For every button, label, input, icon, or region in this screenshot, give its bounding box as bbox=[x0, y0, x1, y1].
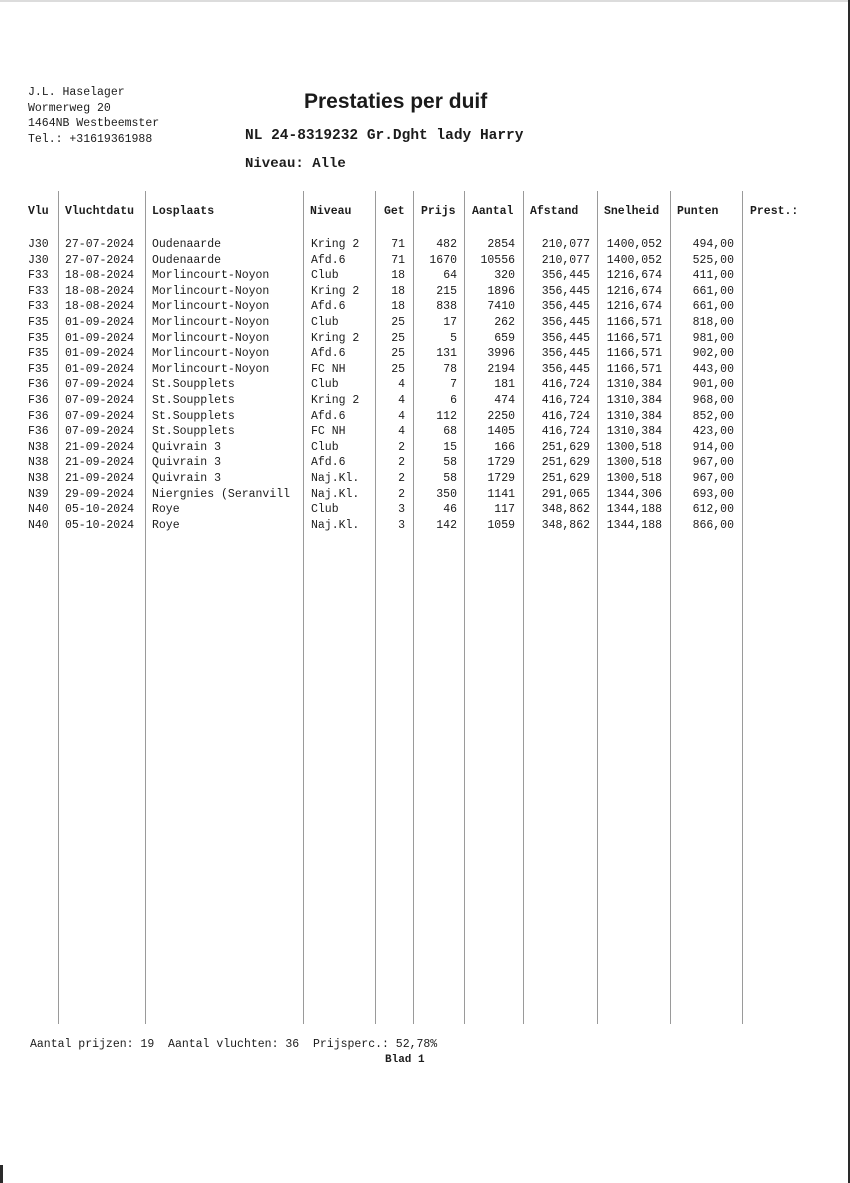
cell-afstand: 251,629 bbox=[541, 440, 590, 454]
column-divider bbox=[742, 191, 743, 1024]
cell-niveau: Kring 2 bbox=[311, 284, 360, 298]
cell-date: 18-08-2024 bbox=[65, 300, 135, 314]
cell-aantal: 1059 bbox=[487, 518, 515, 532]
cell-afstand: 416,724 bbox=[541, 378, 590, 392]
cell-punten: 411,00 bbox=[692, 269, 734, 283]
cell-punten: 852,00 bbox=[692, 409, 734, 423]
column-divider bbox=[303, 191, 304, 1024]
col-header-vluchtdatum: Vluchtdatu bbox=[65, 205, 135, 218]
col-header-get: Get bbox=[384, 205, 405, 218]
cell-punten: 693,00 bbox=[692, 487, 734, 501]
scan-edge-bottom-left bbox=[0, 1165, 3, 1183]
cell-afstand: 210,077 bbox=[541, 238, 590, 251]
cell-aantal: 262 bbox=[494, 315, 515, 329]
cell-date: 18-08-2024 bbox=[65, 269, 135, 283]
cell-prijs: 68 bbox=[443, 425, 457, 439]
col-header-prestatie: Prest.: bbox=[750, 205, 799, 218]
cell-losplaats: Morlincourt-Noyon bbox=[152, 300, 270, 314]
cell-snelheid: 1166,571 bbox=[606, 331, 662, 345]
cell-afstand: 416,724 bbox=[541, 409, 590, 423]
cell-punten: 612,00 bbox=[692, 503, 734, 517]
cell-date: 05-10-2024 bbox=[65, 503, 135, 517]
cell-losplaats: Morlincourt-Noyon bbox=[152, 362, 270, 376]
cell-aantal: 474 bbox=[494, 393, 515, 407]
cell-afstand: 416,724 bbox=[541, 425, 590, 439]
cell-get: 2 bbox=[398, 487, 405, 501]
cell-aantal: 659 bbox=[494, 331, 515, 345]
scan-edge-top bbox=[0, 0, 850, 2]
cell-vlu: F35 bbox=[28, 331, 49, 345]
cell-losplaats: St.Soupplets bbox=[152, 378, 235, 392]
cell-vlu: N38 bbox=[28, 456, 49, 470]
cell-get: 2 bbox=[398, 471, 405, 485]
pigeon-id: NL 24-8319232 Gr.Dght lady Harry bbox=[245, 128, 524, 144]
cell-prijs: 482 bbox=[436, 238, 457, 251]
cell-aantal: 1729 bbox=[487, 456, 515, 470]
column-divider bbox=[523, 191, 524, 1024]
cell-vlu: F36 bbox=[28, 425, 49, 439]
cell-snelheid: 1310,384 bbox=[606, 378, 662, 392]
cell-afstand: 356,445 bbox=[541, 331, 590, 345]
cell-date: 21-09-2024 bbox=[65, 471, 135, 485]
cell-prijs: 78 bbox=[443, 362, 457, 376]
cell-get: 25 bbox=[391, 362, 405, 376]
cell-get: 71 bbox=[391, 253, 405, 267]
cell-afstand: 348,862 bbox=[541, 503, 590, 517]
cell-snelheid: 1344,188 bbox=[606, 518, 662, 532]
cell-date: 07-09-2024 bbox=[65, 378, 135, 392]
cell-aantal: 320 bbox=[494, 269, 515, 283]
cell-losplaats: Roye bbox=[152, 503, 180, 517]
cell-snelheid: 1344,188 bbox=[606, 503, 662, 517]
cell-punten: 818,00 bbox=[692, 315, 734, 329]
cell-vlu: F33 bbox=[28, 284, 49, 298]
cell-get: 4 bbox=[398, 409, 405, 423]
col-header-snelheid: Snelheid bbox=[604, 205, 660, 218]
cell-punten: 661,00 bbox=[692, 284, 734, 298]
cell-snelheid: 1216,674 bbox=[606, 300, 662, 314]
col-header-losplaats: Losplaats bbox=[152, 205, 215, 218]
cell-snelheid: 1310,384 bbox=[606, 393, 662, 407]
column-divider bbox=[464, 191, 465, 1024]
cell-losplaats: Quivrain 3 bbox=[152, 471, 222, 485]
cell-niveau: Afd.6 bbox=[311, 409, 346, 423]
owner-name: J.L. Haselager bbox=[28, 86, 125, 99]
cell-get: 25 bbox=[391, 347, 405, 361]
cell-losplaats: Niergnies (Seranvill bbox=[152, 487, 291, 501]
cell-niveau: Club bbox=[311, 440, 339, 454]
cell-punten: 423,00 bbox=[692, 425, 734, 439]
cell-niveau: Afd.6 bbox=[311, 456, 346, 470]
cell-niveau: FC NH bbox=[311, 362, 346, 376]
cell-vlu: F35 bbox=[28, 347, 49, 361]
cell-snelheid: 1300,518 bbox=[606, 456, 662, 470]
cell-prijs: 6 bbox=[450, 393, 457, 407]
cell-date: 27-07-2024 bbox=[65, 253, 135, 267]
page-number: Blad 1 bbox=[385, 1054, 425, 1066]
cell-date: 21-09-2024 bbox=[65, 440, 135, 454]
cell-punten: 967,00 bbox=[692, 456, 734, 470]
cell-snelheid: 1310,384 bbox=[606, 409, 662, 423]
col-header-niveau: Niveau bbox=[310, 205, 352, 218]
cell-punten: 525,00 bbox=[692, 253, 734, 267]
cell-niveau: Naj.Kl. bbox=[311, 471, 360, 485]
niveau-filter: Niveau: Alle bbox=[245, 156, 346, 172]
cell-vlu: N38 bbox=[28, 440, 49, 454]
cell-aantal: 117 bbox=[494, 503, 515, 517]
cell-vlu: F33 bbox=[28, 300, 49, 314]
cell-vlu: N39 bbox=[28, 487, 49, 501]
cell-vlu: J30 bbox=[28, 253, 49, 267]
cell-niveau: Kring 2 bbox=[311, 238, 360, 251]
cell-aantal: 1405 bbox=[487, 425, 515, 439]
column-divider bbox=[58, 191, 59, 1024]
cell-snelheid: 1310,384 bbox=[606, 425, 662, 439]
cell-punten: 901,00 bbox=[692, 378, 734, 392]
cell-get: 25 bbox=[391, 315, 405, 329]
col-header-afstand: Afstand bbox=[530, 205, 579, 218]
page-title: Prestaties per duif bbox=[304, 90, 488, 113]
cell-prijs: 131 bbox=[436, 347, 457, 361]
cell-get: 18 bbox=[391, 269, 405, 283]
cell-niveau: Club bbox=[311, 315, 339, 329]
cell-vlu: N40 bbox=[28, 503, 49, 517]
cell-aantal: 7410 bbox=[487, 300, 515, 314]
cell-niveau: Naj.Kl. bbox=[311, 487, 360, 501]
cell-date: 05-10-2024 bbox=[65, 518, 135, 532]
cell-prijs: 5 bbox=[450, 331, 457, 345]
column-divider bbox=[597, 191, 598, 1024]
cell-get: 18 bbox=[391, 284, 405, 298]
cell-vlu: N38 bbox=[28, 471, 49, 485]
cell-vlu: J30 bbox=[28, 238, 49, 251]
cell-prijs: 215 bbox=[436, 284, 457, 298]
cell-losplaats: Roye bbox=[152, 518, 180, 532]
cell-get: 71 bbox=[391, 238, 405, 251]
cell-prijs: 58 bbox=[443, 471, 457, 485]
cell-niveau: Club bbox=[311, 378, 339, 392]
cell-aantal: 2194 bbox=[487, 362, 515, 376]
owner-city: 1464NB Westbeemster bbox=[28, 117, 160, 130]
flight-count: Aantal vluchten: 36 bbox=[168, 1038, 300, 1051]
cell-date: 07-09-2024 bbox=[65, 393, 135, 407]
cell-prijs: 17 bbox=[443, 315, 457, 329]
cell-snelheid: 1300,518 bbox=[606, 440, 662, 454]
cell-losplaats: St.Soupplets bbox=[152, 409, 235, 423]
cell-aantal: 10556 bbox=[480, 253, 515, 267]
cell-niveau: Kring 2 bbox=[311, 331, 360, 345]
col-header-aantal: Aantal bbox=[472, 205, 514, 218]
cell-afstand: 356,445 bbox=[541, 362, 590, 376]
cell-prijs: 58 bbox=[443, 456, 457, 470]
cell-get: 3 bbox=[398, 503, 405, 517]
cell-afstand: 416,724 bbox=[541, 393, 590, 407]
cell-snelheid: 1300,518 bbox=[606, 471, 662, 485]
cell-vlu: F35 bbox=[28, 362, 49, 376]
cell-aantal: 3996 bbox=[487, 347, 515, 361]
cell-prijs: 350 bbox=[436, 487, 457, 501]
cell-aantal: 1729 bbox=[487, 471, 515, 485]
cell-date: 27-07-2024 bbox=[65, 238, 135, 251]
cell-losplaats: St.Soupplets bbox=[152, 425, 235, 439]
cell-punten: 494,00 bbox=[692, 238, 734, 251]
cell-losplaats: Morlincourt-Noyon bbox=[152, 315, 270, 329]
cell-snelheid: 1344,306 bbox=[606, 487, 662, 501]
cell-punten: 661,00 bbox=[692, 300, 734, 314]
cell-punten: 981,00 bbox=[692, 331, 734, 345]
prize-count: Aantal prijzen: 19 bbox=[30, 1038, 155, 1051]
cell-losplaats: Oudenaarde bbox=[152, 238, 222, 251]
cell-aantal: 1141 bbox=[487, 487, 515, 501]
prize-percentage: Prijsperc.: 52,78% bbox=[312, 1038, 438, 1051]
cell-get: 18 bbox=[391, 300, 405, 314]
cell-prijs: 46 bbox=[443, 503, 457, 517]
cell-prijs: 64 bbox=[443, 269, 457, 283]
cell-afstand: 210,077 bbox=[541, 253, 590, 267]
cell-niveau: FC NH bbox=[311, 425, 346, 439]
cell-snelheid: 1166,571 bbox=[606, 347, 662, 361]
cell-prijs: 142 bbox=[436, 518, 457, 532]
column-divider bbox=[375, 191, 376, 1024]
cell-punten: 443,00 bbox=[692, 362, 734, 376]
cell-aantal: 2250 bbox=[487, 409, 515, 423]
cell-snelheid: 1166,571 bbox=[606, 362, 662, 376]
cell-afstand: 348,862 bbox=[541, 518, 590, 532]
cell-vlu: F36 bbox=[28, 393, 49, 407]
cell-vlu: F36 bbox=[28, 409, 49, 423]
cell-niveau: Club bbox=[311, 503, 339, 517]
cell-afstand: 356,445 bbox=[541, 300, 590, 314]
cell-losplaats: Oudenaarde bbox=[152, 253, 222, 267]
cell-get: 4 bbox=[398, 393, 405, 407]
cell-date: 18-08-2024 bbox=[65, 284, 135, 298]
cell-niveau: Afd.6 bbox=[311, 300, 346, 314]
cell-aantal: 181 bbox=[494, 378, 515, 392]
cell-losplaats: Morlincourt-Noyon bbox=[152, 269, 270, 283]
cell-afstand: 356,445 bbox=[541, 315, 590, 329]
cell-vlu: N40 bbox=[28, 518, 49, 532]
cell-afstand: 356,445 bbox=[541, 269, 590, 283]
cell-afstand: 251,629 bbox=[541, 471, 590, 485]
cell-niveau: Club bbox=[311, 269, 339, 283]
cell-prijs: 1670 bbox=[429, 253, 457, 267]
cell-get: 3 bbox=[398, 518, 405, 532]
cell-date: 29-09-2024 bbox=[65, 487, 135, 501]
owner-address bbox=[28, 85, 159, 147]
cell-snelheid: 1166,571 bbox=[606, 315, 662, 329]
cell-prijs: 112 bbox=[436, 409, 457, 423]
cell-punten: 968,00 bbox=[692, 393, 734, 407]
summary-footer bbox=[30, 1038, 437, 1051]
cell-date: 01-09-2024 bbox=[65, 331, 135, 345]
cell-afstand: 251,629 bbox=[541, 456, 590, 470]
cell-vlu: F33 bbox=[28, 269, 49, 283]
cell-aantal: 2854 bbox=[487, 238, 515, 251]
cell-niveau: Afd.6 bbox=[311, 253, 346, 267]
cell-afstand: 356,445 bbox=[541, 284, 590, 298]
col-header-prijs: Prijs bbox=[421, 205, 456, 218]
cell-aantal: 166 bbox=[494, 440, 515, 454]
cell-date: 07-09-2024 bbox=[65, 409, 135, 423]
owner-phone: Tel.: +31619361988 bbox=[28, 132, 153, 146]
owner-street: Wormerweg 20 bbox=[28, 101, 111, 115]
cell-date: 01-09-2024 bbox=[65, 315, 135, 329]
cell-prijs: 15 bbox=[443, 440, 457, 454]
cell-snelheid: 1216,674 bbox=[606, 284, 662, 298]
cell-niveau: Naj.Kl. bbox=[311, 518, 360, 532]
cell-snelheid: 1400,052 bbox=[606, 253, 662, 267]
cell-snelheid: 1400,052 bbox=[606, 238, 662, 251]
column-divider bbox=[670, 191, 671, 1024]
cell-date: 21-09-2024 bbox=[65, 456, 135, 470]
cell-snelheid: 1216,674 bbox=[606, 269, 662, 283]
cell-get: 25 bbox=[391, 331, 405, 345]
cell-date: 01-09-2024 bbox=[65, 347, 135, 361]
cell-punten: 902,00 bbox=[692, 347, 734, 361]
cell-punten: 914,00 bbox=[692, 440, 734, 454]
cell-losplaats: Morlincourt-Noyon bbox=[152, 347, 270, 361]
cell-niveau: Afd.6 bbox=[311, 347, 346, 361]
cell-afstand: 291,065 bbox=[541, 487, 590, 501]
cell-get: 4 bbox=[398, 378, 405, 392]
cell-prijs: 7 bbox=[450, 378, 457, 392]
cell-losplaats: Morlincourt-Noyon bbox=[152, 331, 270, 345]
cell-prijs: 838 bbox=[436, 300, 457, 314]
cell-niveau: Kring 2 bbox=[311, 393, 360, 407]
cell-get: 2 bbox=[398, 440, 405, 454]
cell-get: 2 bbox=[398, 456, 405, 470]
column-divider bbox=[413, 191, 414, 1024]
cell-vlu: F35 bbox=[28, 315, 49, 329]
cell-punten: 866,00 bbox=[692, 518, 734, 532]
cell-punten: 967,00 bbox=[692, 471, 734, 485]
cell-vlu: F36 bbox=[28, 378, 49, 392]
cell-date: 01-09-2024 bbox=[65, 362, 135, 376]
cell-afstand: 356,445 bbox=[541, 347, 590, 361]
cell-aantal: 1896 bbox=[487, 284, 515, 298]
cell-losplaats: Quivrain 3 bbox=[152, 440, 222, 454]
cell-losplaats: St.Soupplets bbox=[152, 393, 235, 407]
cell-date: 07-09-2024 bbox=[65, 425, 135, 439]
cell-losplaats: Quivrain 3 bbox=[152, 456, 222, 470]
cell-get: 4 bbox=[398, 425, 405, 439]
column-divider bbox=[145, 191, 146, 1024]
col-header-vlu: Vlu bbox=[28, 205, 49, 218]
cell-losplaats: Morlincourt-Noyon bbox=[152, 284, 270, 298]
col-header-punten: Punten bbox=[677, 205, 719, 218]
